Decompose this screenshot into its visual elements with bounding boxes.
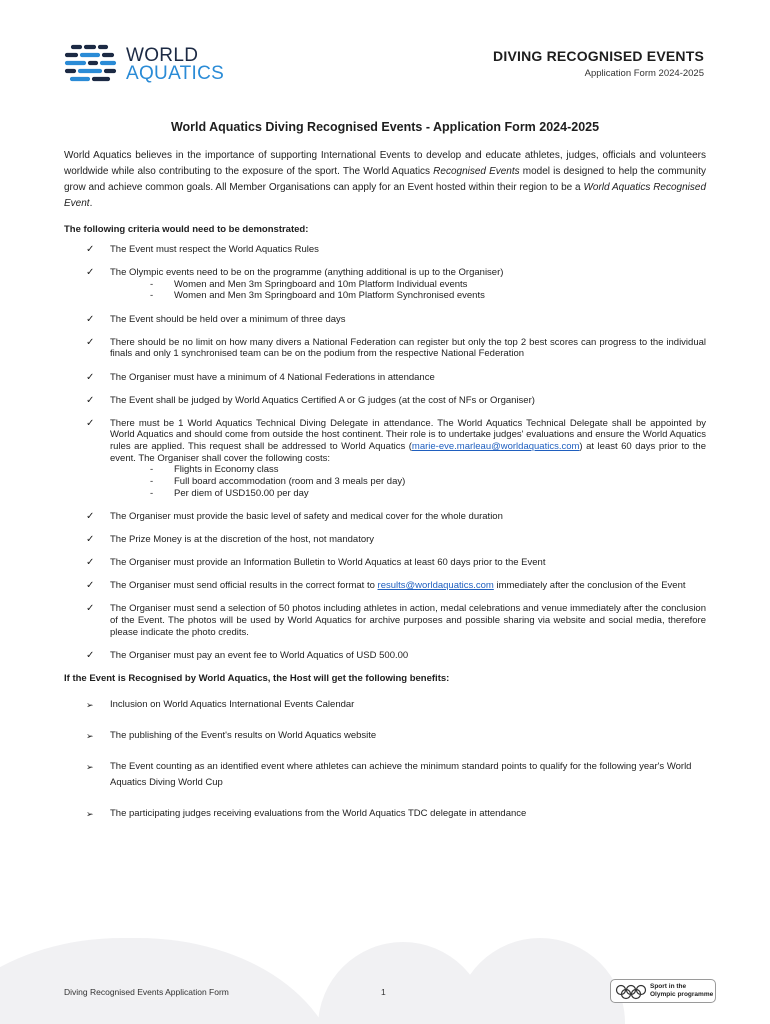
criteria-item xyxy=(64,557,706,569)
benefit-text: The publishing of the Event's results on World Aquatics website xyxy=(110,729,377,741)
criteria-item xyxy=(64,244,706,256)
check-icon: ✓ xyxy=(86,313,95,325)
benefits-heading: If the Event is Recognised by World Aquatics, the Host will get the following benefits: xyxy=(64,672,450,684)
criteria-text: The Event must respect the World Aquatics Rules xyxy=(110,244,319,255)
criteria-item xyxy=(64,267,706,302)
arrow-bullet-icon: ➢ xyxy=(86,699,94,710)
arrow-bullet-icon: ➢ xyxy=(86,808,94,819)
criteria-text: The Organiser must provide the basic level of safety and medical cover for the whole duration xyxy=(110,511,503,523)
dash-icon: - xyxy=(150,278,154,290)
sublist-item xyxy=(110,464,706,476)
criteria-item xyxy=(64,395,706,407)
criteria-text: The Prize Money is at the discretion of the host, not mandatory xyxy=(110,534,375,546)
criteria-item xyxy=(64,418,706,500)
dash-icon: - xyxy=(150,290,154,302)
olympic-badge-text xyxy=(650,983,713,999)
badge-line-2: Olympic programme xyxy=(650,991,714,998)
intro-emphasis-1: Recognised Events xyxy=(433,166,520,177)
footer-decoration-left xyxy=(0,938,340,1024)
arrow-bullet-icon: ➢ xyxy=(86,761,94,772)
sublist-item xyxy=(110,290,706,302)
intro-paragraph xyxy=(64,148,706,212)
sublist-text: Full board accommodation (room and 3 meals per day) xyxy=(174,475,406,487)
criteria-item xyxy=(64,534,706,546)
logo-line-2: AQUATICS xyxy=(126,63,225,84)
check-icon: ✓ xyxy=(86,649,95,661)
sublist-text: Per diem of USD150.00 per day xyxy=(174,487,309,499)
benefit-text: The Event counting as an identified event where athletes can achieve the minimum standard points to qualify for the following year's World Aquatics Diving World Cup xyxy=(110,760,692,788)
sublist-text: Flights in Economy class xyxy=(174,464,279,476)
criteria-text: There must be 1 World Aquatics Technical Diving Delegate in attendance. The World Aquatics Technical Delegate shall be appointed by World Aquatics and should come from outside the host continent. Their role is to undertake judges' evaluations and ensure the World Aquatics rules are applied. This request shall be addressed to World Aquatics ( xyxy=(110,417,706,452)
delegate-email-link[interactable]: marie-eve.marleau@worldaquatics.com xyxy=(411,440,580,452)
sublist-text: Women and Men 3m Springboard and 10m Platform Synchronised events xyxy=(174,290,485,302)
benefit-item xyxy=(64,806,706,822)
criteria-item xyxy=(64,314,706,326)
sublist-item xyxy=(110,488,706,500)
criteria-item xyxy=(64,337,706,360)
results-email-link[interactable]: results@worldaquatics.com xyxy=(377,580,494,592)
logo-wordmark xyxy=(126,47,224,83)
olympic-programme-badge xyxy=(610,979,716,1003)
criteria-text: The Organiser must have a minimum of 4 National Federations in attendance xyxy=(110,371,435,383)
criteria-text: The Organiser must pay an event fee to World Aquatics of USD 500.00 xyxy=(110,649,409,661)
check-icon: ✓ xyxy=(86,244,95,255)
arrow-bullet-icon: ➢ xyxy=(86,730,94,741)
criteria-item xyxy=(64,650,706,662)
criteria-item xyxy=(64,580,706,592)
criteria-text: There should be no limit on how many divers a National Federation can register but only the top 2 best scores can progress to the individual finals and only 1 synchronised team can be on the podium from the respective National Federation xyxy=(110,336,706,360)
criteria-sublist xyxy=(110,279,706,303)
criteria-item xyxy=(64,603,706,638)
document-body xyxy=(64,120,706,837)
footer-page-number: 1 xyxy=(381,987,386,997)
intro-text-3: . xyxy=(89,198,93,209)
dash-icon: - xyxy=(150,464,154,476)
criteria-text: The Olympic events need to be on the programme (anything additional is up to the Organiser) xyxy=(110,267,504,279)
criteria-text: The Event should be held over a minimum of three days xyxy=(110,313,346,325)
benefit-text: The participating judges receiving evaluations from the World Aquatics TDC delegate in attendance xyxy=(110,807,527,819)
check-icon: ✓ xyxy=(86,417,95,429)
dash-icon: - xyxy=(150,487,154,499)
check-icon: ✓ xyxy=(86,603,95,615)
logo-line-1: WORLD xyxy=(126,45,199,66)
benefit-text: Inclusion on World Aquatics International Events Calendar xyxy=(110,698,355,710)
costs-sublist xyxy=(110,464,706,499)
olympic-rings-icon xyxy=(615,984,647,1000)
criteria-text: immediately after the conclusion of the Event xyxy=(493,580,686,592)
check-icon: ✓ xyxy=(86,267,95,279)
benefit-item xyxy=(64,697,706,713)
criteria-heading: The following criteria would need to be demonstrated: xyxy=(64,224,309,235)
benefits-list xyxy=(64,697,706,822)
criteria-text: The Event shall be judged by World Aquatics Certified A or G judges (at the cost of NFs or Organiser) xyxy=(110,394,535,406)
check-icon: ✓ xyxy=(86,534,95,546)
header-title: DIVING RECOGNISED EVENTS xyxy=(493,48,704,64)
document-title: World Aquatics Diving Recognised Events - Application Form 2024-2025 xyxy=(170,120,600,134)
benefit-item xyxy=(64,759,706,791)
sublist-text: Women and Men 3m Springboard and 10m Platform Individual events xyxy=(174,278,468,290)
intro-text-1: World Aquatics believes in the importance of supporting International Events to develop and educate athletes, judges, officials and volunteers worldwide while also contributing to the exposure of the sport. The World Aquatics xyxy=(64,150,706,177)
criteria-item xyxy=(64,372,706,384)
footer-decoration-right xyxy=(455,938,625,1024)
criteria-text: The Organiser must provide an Information Bulletin to World Aquatics at least 60 days prior to the Event xyxy=(110,557,546,569)
sublist-item xyxy=(110,476,706,488)
header-subtitle: Application Form 2024-2025 xyxy=(584,68,704,79)
criteria-list xyxy=(64,244,706,661)
check-icon: ✓ xyxy=(86,580,95,592)
badge-line-1: Sport in the xyxy=(650,983,687,990)
check-icon: ✓ xyxy=(86,336,95,348)
dash-icon: - xyxy=(150,475,154,487)
criteria-text: The Organiser must send official results in the correct format to xyxy=(110,580,378,592)
criteria-item xyxy=(64,511,706,523)
check-icon: ✓ xyxy=(86,557,95,569)
criteria-text: The Organiser must send a selection of 50 photos including athletes in action, medal celebrations and venue immediately after the conclusion of the Event. The photos will be used by World Aquatics for archive purposes and possible sharing via website and social media, therefore please indicate the photo credits. xyxy=(110,603,706,638)
intro-emphasis-2: World Aquatics Recognised Event xyxy=(64,182,707,209)
benefit-item xyxy=(64,728,706,744)
check-icon: ✓ xyxy=(86,511,95,523)
footer-document-name: Diving Recognised Events Application Form xyxy=(64,987,229,997)
check-icon: ✓ xyxy=(86,394,95,406)
criteria-text: ) at least 60 days prior to the event. The Organiser shall cover the following costs: xyxy=(110,440,706,464)
intro-text-2: model is designed to help the community grow and achieve common goals. All Member Organisations can apply for an Event hosted within their region to be a xyxy=(64,166,706,193)
check-icon: ✓ xyxy=(86,371,95,383)
sublist-item xyxy=(110,279,706,291)
